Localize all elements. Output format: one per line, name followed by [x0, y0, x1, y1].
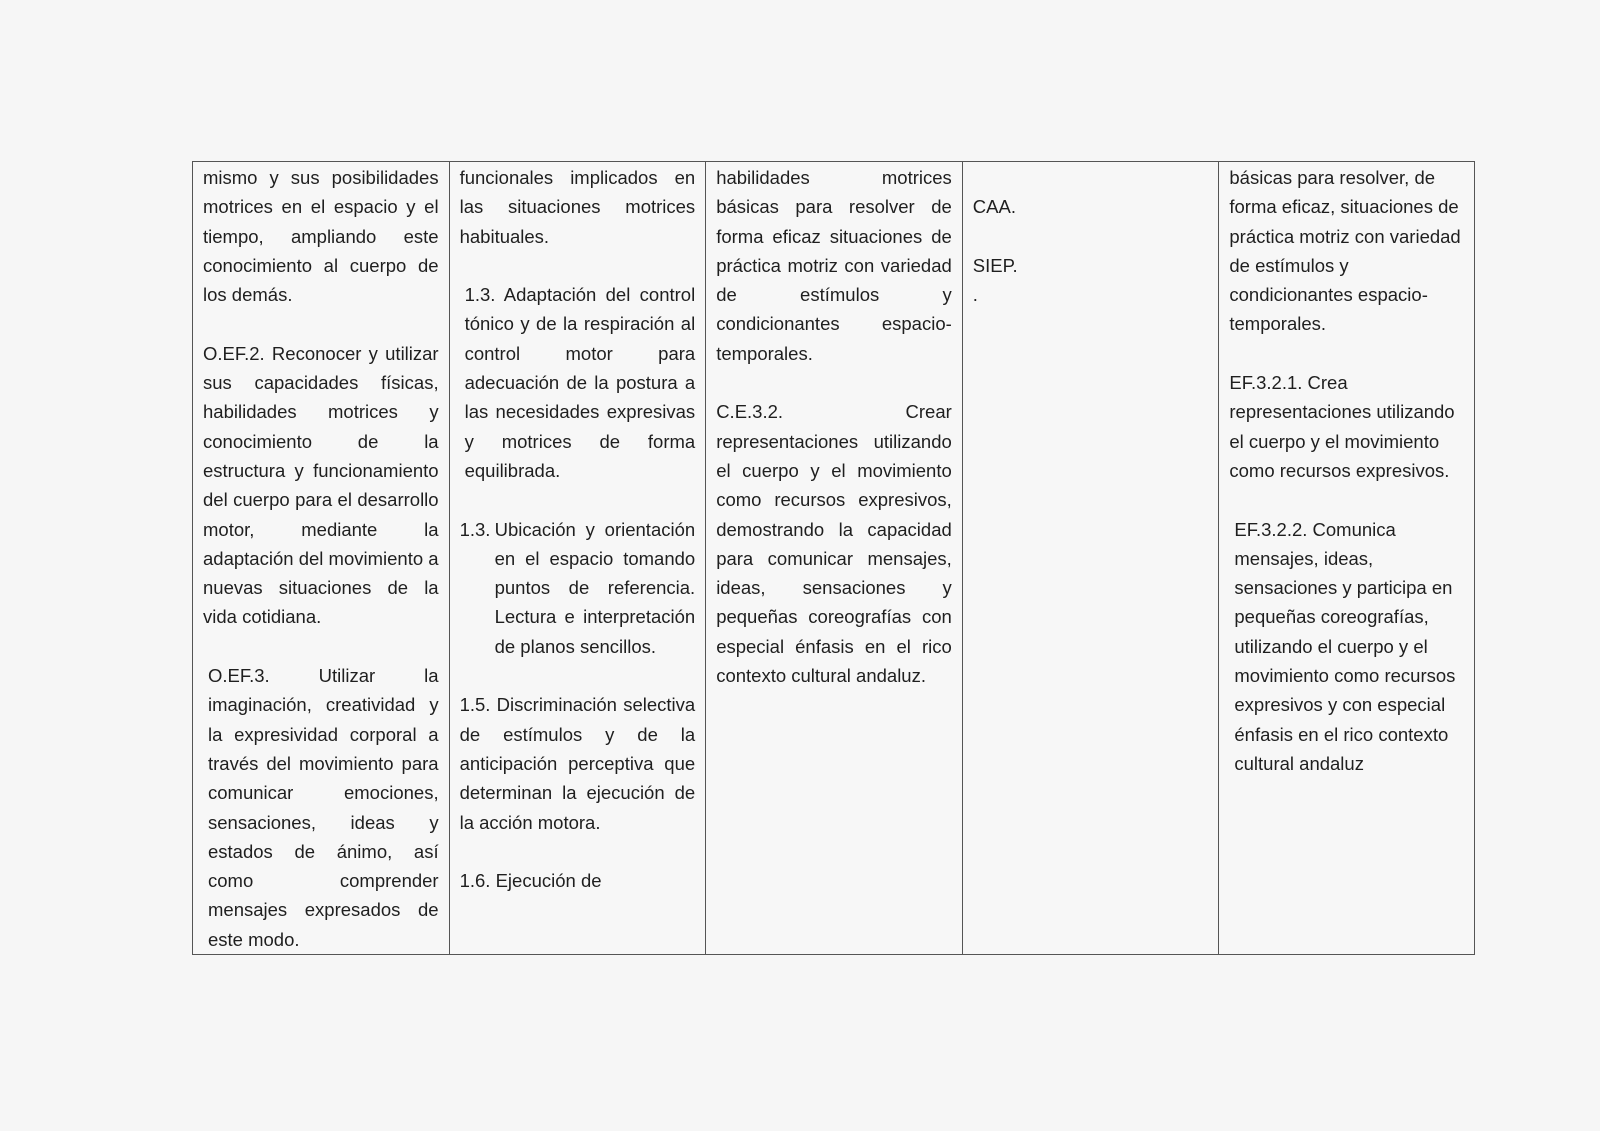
standard-paragraph-continued: básicas para resolver, de forma eficaz, situaciones de práctica motriz con variedad de estímulos y condicionantes espacio-temporales.: [1229, 167, 1461, 335]
table-column-criteria: [706, 162, 963, 954]
standard-ef321: EF.3.2.1. Crea representaciones utilizando el cuerpo y el movimiento como recursos expresivos.: [1229, 372, 1455, 481]
table-column-objectives: [193, 162, 450, 954]
content-1-6-ejecucion: 1.6. Ejecución de: [459, 870, 602, 892]
competence-caa: CAA.: [972, 196, 1016, 218]
content-item-number: 1.3.: [459, 518, 491, 540]
competence-blank-line: [973, 163, 1209, 192]
content-item-text: Ubicación y orientación en el espacio tomando puntos de referencia. Lectura e interpretación de planos sencillos.: [494, 518, 696, 657]
objective-oef2: O.EF.2. Reconocer y utilizar sus capacidades físicas, habilidades motrices y conocimiento de la estructura y funcionamiento del cuerpo para el desarrollo motor, mediante la adaptación del movimiento a nuevas situaciones de la vida cotidiana.: [203, 342, 439, 628]
content-paragraph-continued: funcionales implicados en las situaciones motrices habituales.: [459, 167, 696, 247]
content-1-3-adaptacion: 1.3. Adaptación del control tónico y de la respiración al control motor para adecuación de la postura a las necesidades expresivas y motrices de forma equilibrada.: [464, 284, 696, 481]
competence-siep: SIEP.: [972, 254, 1018, 276]
standard-ef322: EF.3.2.2. Comunica mensajes, ideas, sensaciones y participa en pequeñas coreografías, utilizando el cuerpo y el movimiento como recursos expresivos y con especial énfasis en el rico contexto cultural andaluz: [1234, 518, 1456, 774]
objective-paragraph-continued: mismo y sus posibilidades motrices en el espacio y el tiempo, ampliando este conocimiento al cuerpo de los demás.: [203, 167, 439, 306]
content-1-3-ubicacion: [460, 515, 696, 661]
competence-dot: .: [972, 284, 978, 306]
objective-oef3: O.EF.3. Utilizar la imaginación, creatividad y la expresividad corporal a través del movimiento para comunicar emociones, sensaciones, ideas y estados de ánimo, así como comprender mensajes expresados de este modo.: [208, 665, 439, 950]
table-column-competences: [963, 162, 1220, 954]
curriculum-table: [192, 161, 1475, 955]
criteria-paragraph-continued: habilidades motrices básicas para resolver de forma eficaz situaciones de práctica motriz con variedad de estímulos y condicionantes espacio-temporales.: [716, 167, 952, 364]
content-1-5-discriminacion: 1.5. Discriminación selectiva de estímulos y de la anticipación perceptiva que determinan la ejecución de la acción motora.: [459, 694, 696, 833]
criteria-ce32: C.E.3.2. Crear representaciones utilizando el cuerpo y el movimiento como recursos expresivos, demostrando la capacidad para comunicar mensajes, ideas, sensaciones y pequeñas coreografías con especial énfasis en el rico contexto cultural andaluz.: [716, 401, 952, 687]
table-column-standards: [1219, 162, 1474, 954]
table-column-contents: [450, 162, 707, 954]
